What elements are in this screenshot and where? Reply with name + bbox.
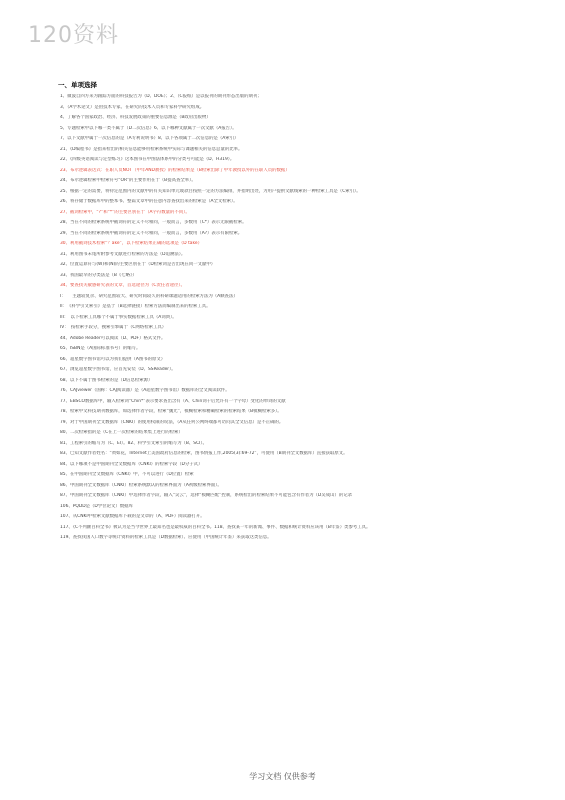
question-line: 28、当在不同的检索系统中截词符的定义不尽相同，一般而言，多数用（C*）表示无限截检索。 bbox=[60, 220, 247, 225]
question-line: 87、中国期刊全文数据库（CNKI）中选择作者字段，输入“吴云”，选择“模糊匹配”控制，系统检出的检索结果不可能包含有作者为（D吴成山）的记录 bbox=[60, 493, 353, 498]
question-line: 4、了解各个国家政治、经济、科技发展政策的重要信息源是（B政府出版物） bbox=[60, 115, 211, 120]
question-line: 1、微波自四方来为跟踪方面的科技报告为（D、DOE）；2、（C报纸）是以报刊的期刊形态出版的期刊； bbox=[60, 94, 262, 99]
question-line: 44、Adobe Reader可以阅读（D、PDF）格式文件。 bbox=[60, 335, 166, 341]
question-line: 3、（A学术论文）是由技术专家、在研究的技术人员和专家科学研究组成。 bbox=[60, 104, 205, 110]
question-line: 7、以下文献中属于一次信息的是（A专利说明书）8、以下各项属于二次信息的是（A索引） bbox=[60, 136, 239, 141]
question-line: 80、二次检索指的是（C在上一次检索的结果集上进行的检索） bbox=[60, 430, 183, 435]
question-line: 81、工程索引的缩写为（C、EI）。82、科学引文索引的缩写为（B、SCI）。 bbox=[60, 440, 208, 446]
section-heading: 一、单项选择 bbox=[58, 81, 97, 89]
question-list bbox=[60, 94, 530, 540]
question-line: I： 主题较复杂、研究范围较大、研究时间较久的科研课题适用的检索方法为（A顺查法） bbox=[60, 293, 238, 299]
question-line: 31、利用图书末尾所附参考文献进行检索的方法是（D追溯法）。 bbox=[60, 251, 186, 257]
question-line: 33、我国最早的分类法是（B《七略》） bbox=[60, 272, 137, 278]
question-line: 22、《四级英语阅读与定型练习》这本图书在中图法体系中的分类号可能是（D、H319）。 bbox=[60, 157, 235, 162]
watermark-logo: 120资料 bbox=[28, 23, 119, 48]
question-line: II： 《科学引文索引》是基于（B选择链接）检索方法而编制出来的检索工具。 bbox=[60, 304, 211, 309]
page-footer: 学习文档 仅供参考 bbox=[249, 772, 316, 781]
question-line: 68、以下不属于图书检索的是（D信息检索源） bbox=[60, 377, 153, 383]
question-line: 117、《C不列颠百科全书》被认为是当今世界上最知名也是最权威的百科全书。118、查找某一年的新闻、事件、数据和统计资料应该用（B年鉴）类参考工具。 bbox=[60, 524, 371, 530]
question-line: 34、要查找关敏感研究表的文章，首选途径为（C责任者途径）。 bbox=[60, 283, 186, 288]
question-line: 32、位置运算符与(W)和(N)的主要区别在于（D检索词是否出现在同一文献中） bbox=[60, 262, 216, 267]
question-line: 106、PQDD是（D学位论文）数据库 bbox=[60, 503, 133, 509]
question-line: 24、布尔逻辑检索中检索符号“OR”的主要作用在于（B提高查全率）。 bbox=[60, 178, 196, 183]
question-line: III： 以下检索工具哪个不属于事实数据检索工具（A词典）。 bbox=[60, 314, 177, 320]
question-line: 66、超星数字图书馆可以为我们提供（A图书的原文） bbox=[60, 356, 166, 362]
question-line: 23、布尔逻辑表达式：在职人员NOT（中年AND教授）的检索结果是（B检索出除了中年教授以外的在职人员的数据） bbox=[60, 167, 290, 173]
question-line: 26、将存储于数据库中的整本书、整篇文章中的任意内容查找出来的检索是（A全文检索）。 bbox=[60, 199, 238, 204]
question-line: 119、查找我国人口数字等统计资料的检索工具是（D数据检索）、应使用（中国统计年鉴）来获取这类信息。 bbox=[60, 535, 272, 540]
question-line: 79、对于中国期刊全文数据库（CNKI）的使用权限的说法，（A从任何公网终端都可访问其全文信息）是不正确的。 bbox=[60, 419, 284, 425]
question-line: 25、根据一定的需要，将特定范围内的文献中的有关知识单元或款目按照一定的方法编排，并指明出处，为用户提供文献线索的一种检索工具是（C索引）。 bbox=[60, 188, 361, 194]
question-line: 86、中国期刊全文数据库（CNKI）检索系统默认的检索界面为（A初级检索界面）。 bbox=[60, 482, 222, 488]
question-line: 83、已知文献作者姓名：“黄如花，Internet上美国政府信息的检索，图书情报工作,2005(3):69-72”，可使用（B期刊全文数据库）直接获取原文。 bbox=[60, 451, 348, 456]
question-line: IV： 按检索手段分，搜索引擎属于（C网络检索工具） bbox=[60, 325, 167, 330]
question-line: 29、当在不同的检索系统中截词符的定义不尽相同，一般而言，多数用（A?）表示有限检索。 bbox=[60, 230, 243, 236]
question-line: 107、从CNKI中检索文献数据库下载的是文章的（A、PDF）阅读器打开。 bbox=[60, 514, 205, 519]
question-line: 21、《D编程书》是指来检出的相关信息能够用检索系统中实际与课题相关的信息总量的比率。 bbox=[60, 146, 243, 152]
question-line: 85、在中国期刊全文数据库（CNKI）中，不可以进行（D位置）检索 bbox=[60, 472, 194, 477]
question-line: 77、EBSCO数据库中，输入检索词“Chin*”表示要求查出含有（A、Chin词干后允许有一个字母）变化的单词的文献 bbox=[60, 398, 286, 404]
question-line: 65、ISBN是（A国际标准书号）的缩写。 bbox=[60, 346, 141, 351]
question-line: 76、CAJviewer（国称：CAJ阅读器）是（A超星数字图书馆）数据库的全文阅读软件。 bbox=[60, 388, 230, 393]
question-line: 30、利用截词技术检索“？ake”，以下检索结果正确的选项是（D take） bbox=[60, 241, 202, 246]
question-line: 84、以下哪项不是中国期刊全文数据库（CNKI）的检索字段（D分子式） bbox=[60, 461, 203, 467]
question-line: 67、浏览超星数字图书馆，应首先安装（D、SSReader）。 bbox=[60, 367, 176, 372]
question-line: 78、检索中文科技期刊数据库，如选择作者字段，检索“魏光”，模糊检索和精确检索的检索结果（B模糊检索多）。 bbox=[60, 409, 282, 414]
question-line: 27、截词检索中，“?”和“*”的主要区别在于（A字符数量的不同）。 bbox=[60, 209, 190, 215]
question-line: 5、专题检索中以下哪一类不属于（D二次信息）6、以下哪种文献属于一次文献（A报告）。 bbox=[60, 125, 237, 131]
